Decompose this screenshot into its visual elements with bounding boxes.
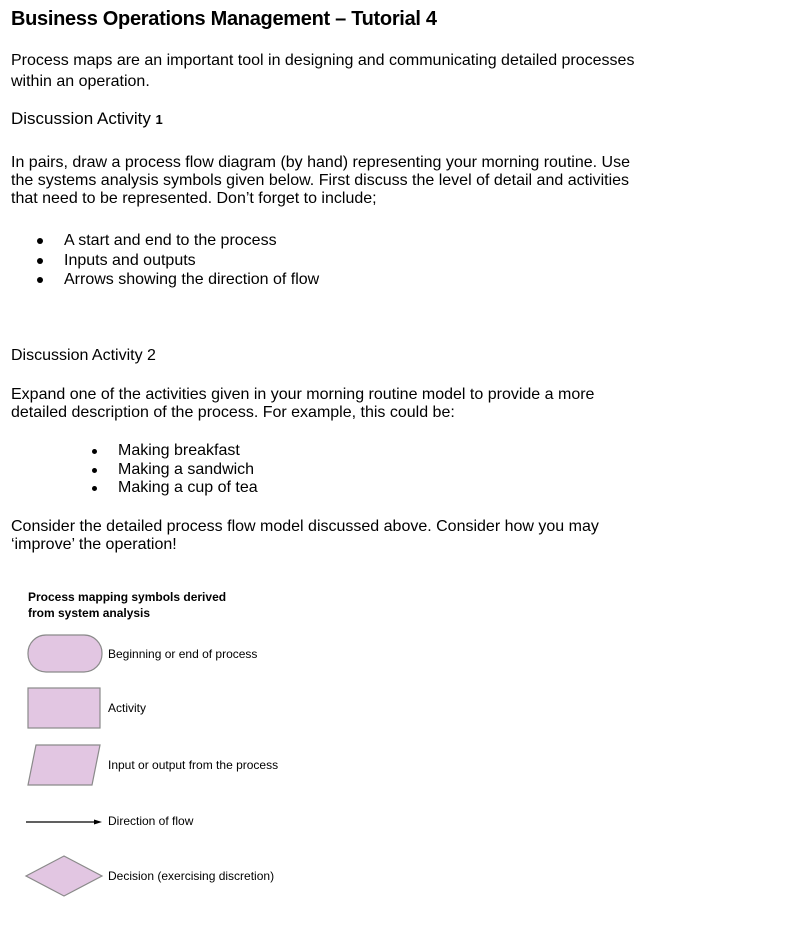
list-item-text: Inputs and outputs [64, 251, 196, 269]
list-item-text: Making a sandwich [118, 460, 255, 478]
legend-label: Activity [108, 701, 147, 715]
intro-line: within an operation. [11, 73, 150, 90]
activity1-line: In pairs, draw a process flow diagram (by hand) representing your morning routine. Use [11, 154, 630, 171]
decision-diamond-icon [24, 854, 104, 900]
list-item [0, 270, 319, 290]
legend-item-activity [24, 684, 424, 734]
list-item [0, 442, 258, 461]
list-item [0, 231, 319, 251]
bullet-icon [37, 277, 43, 283]
followup-line: Consider the detailed process flow model discussed above. Consider how you may [11, 518, 599, 535]
list-item [0, 251, 319, 271]
activity2-paragraph [11, 386, 771, 422]
bullet-icon [92, 449, 97, 454]
legend-title [28, 589, 328, 621]
activity2-line: detailed description of the process. For example, this could be: [11, 404, 455, 421]
activity2-followup [11, 518, 771, 554]
list-item-text: Making a cup of tea [118, 479, 258, 496]
intro-paragraph [11, 50, 771, 92]
parallelogram-icon [24, 740, 104, 790]
legend-label: Beginning or end of process [108, 647, 258, 661]
activity1-line: that need to be represented. Don’t forget to include; [11, 190, 377, 207]
page-title: Business Operations Management – Tutorial 4 [11, 8, 437, 30]
list-item-text: A start and end to the process [64, 232, 277, 249]
bullet-icon [92, 468, 97, 473]
activity1-heading-number: 1 [155, 112, 163, 127]
arrow-right-icon [24, 812, 104, 836]
bullet-icon [37, 258, 43, 264]
legend-item-decision [24, 854, 424, 904]
followup-line: ‘improve’ the operation! [11, 536, 177, 553]
list-item [0, 461, 258, 480]
activity1-paragraph [11, 154, 771, 208]
activity2-line: Expand one of the activities given in your morning routine model to provide a more [11, 386, 595, 403]
activity2-heading: Discussion Activity 2 [11, 347, 156, 364]
list-item [0, 479, 258, 498]
legend-item-input-output [24, 740, 424, 790]
activity-rectangle-icon [24, 684, 104, 734]
list-item-text: Arrows showing the direction of flow [64, 271, 320, 288]
activity1-list [0, 231, 319, 290]
legend-label: Decision (exercising discretion) [108, 869, 275, 883]
activity1-heading [11, 109, 163, 129]
legend-title-line: Process mapping symbols derived [28, 590, 227, 604]
activity2-list [0, 442, 258, 498]
list-item-text: Making breakfast [118, 442, 240, 459]
activity1-heading-text: Discussion Activity [11, 109, 156, 128]
legend-title-line: from system analysis [28, 606, 151, 620]
legend-item-terminator [24, 630, 424, 680]
bullet-icon [92, 486, 97, 491]
bullet-icon [37, 238, 43, 244]
legend-label: Direction of flow [108, 814, 194, 828]
terminator-icon [24, 630, 104, 680]
legend-label: Input or output from the process [108, 758, 279, 772]
intro-line: Process maps are an important tool in designing and communicating detailed processes [11, 52, 635, 69]
activity1-line: the systems analysis symbols given below. First discuss the level of detail and activities [11, 172, 630, 189]
